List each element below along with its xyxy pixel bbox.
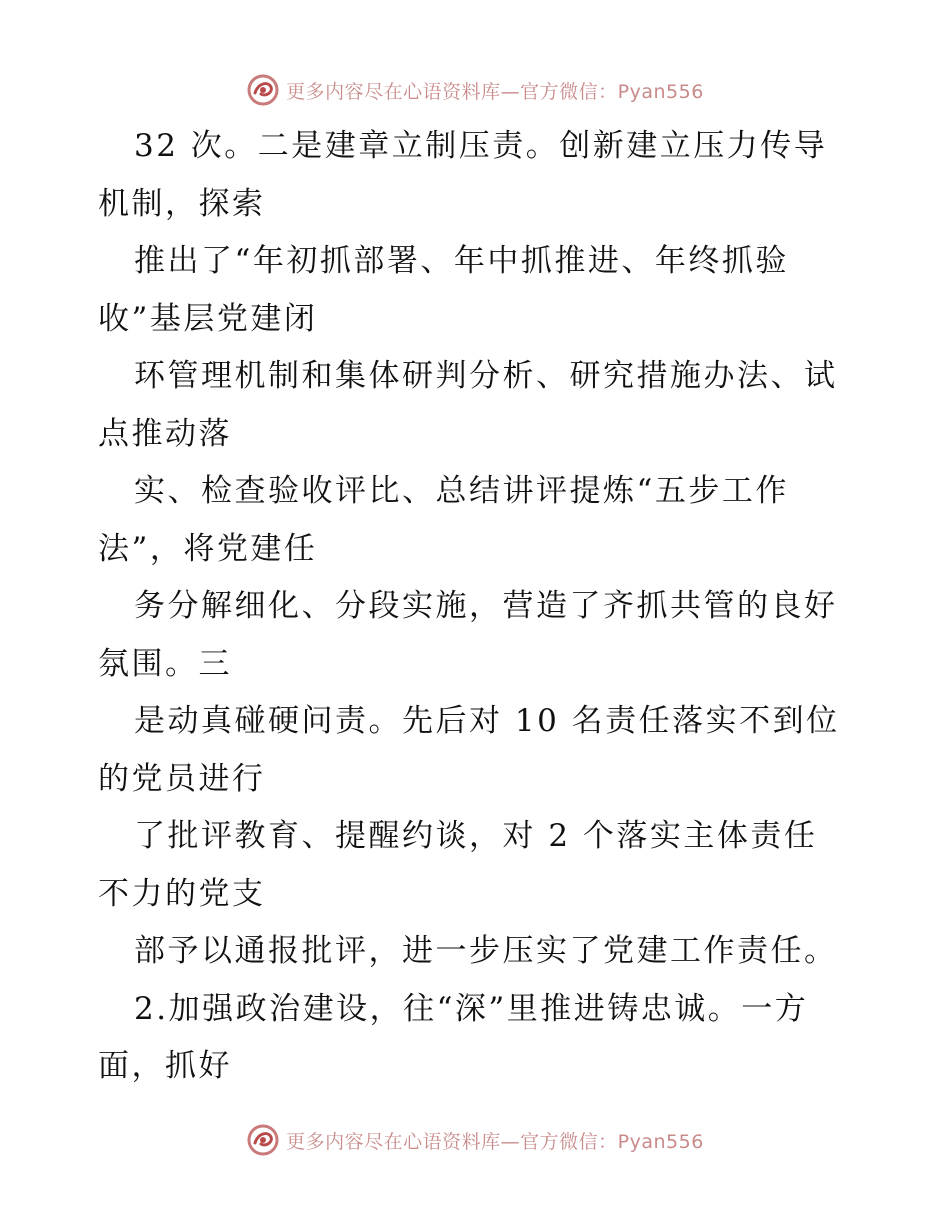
body-line: 推出了“年初抓部署、年中抓推进、年终抓验 <box>134 243 789 279</box>
body-line: 32 次。二是建章立制压责。创新建立压力传导 <box>134 128 828 164</box>
body-line: 氛围。三 <box>98 645 232 682</box>
body-line: 面，抓好 <box>98 1048 232 1084</box>
body-line: 是动真碰硬问责。先后对 10 名责任落实不到位 <box>134 703 840 739</box>
body-line: 部予以通报批评，进一步压实了党建工作责任。 <box>134 933 838 969</box>
body-line: 法”，将党建任 <box>98 530 318 567</box>
swirl-logo-icon <box>246 1123 280 1157</box>
body-line: 不力的党支 <box>98 875 266 912</box>
body-line: 的党员进行 <box>98 760 266 797</box>
body-line: 机制，探索 <box>98 185 266 222</box>
watermark-text: 更多内容尽在心语资料库—官方微信：Pyan556 <box>286 80 704 103</box>
body-line: 2.加强政治建设，往“深”里推进铸忠诚。一方 <box>134 990 809 1027</box>
document-body <box>98 118 858 1096</box>
body-line: 点推动落 <box>98 415 232 452</box>
body-line: 环管理机制和集体研判分析、研究措施办法、试 <box>134 358 838 394</box>
swirl-logo-icon <box>246 73 280 107</box>
body-line: 实、检查验收评比、总结讲评提炼“五步工作 <box>134 473 789 509</box>
body-line: 务分解细化、分段实施，营造了齐抓共管的良好 <box>134 588 838 624</box>
footer-watermark <box>0 1120 950 1160</box>
header-watermark <box>0 70 950 110</box>
body-line: 了批评教育、提醒约谈，对 2 个落实主体责任 <box>134 818 818 854</box>
body-line: 收”基层党建闭 <box>98 300 318 337</box>
watermark-text: 更多内容尽在心语资料库—官方微信：Pyan556 <box>286 1130 704 1153</box>
